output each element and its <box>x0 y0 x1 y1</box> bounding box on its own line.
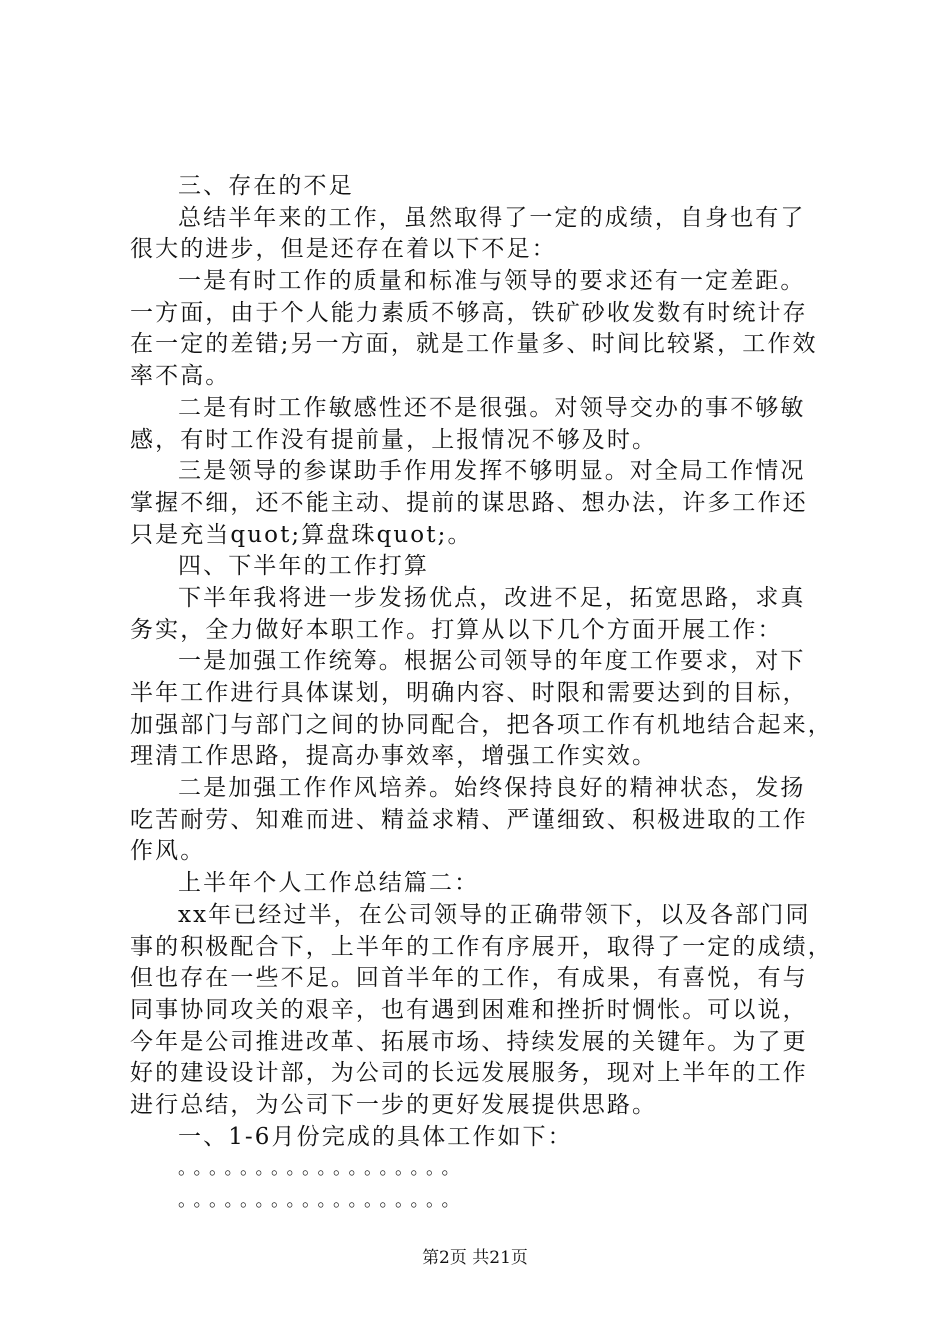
text-line: 加强部门与部门之间的协同配合，把各项工作有机地结合起来， <box>130 711 833 738</box>
text-line: 作风。 <box>130 838 206 865</box>
text-line: 率不高。 <box>130 363 231 390</box>
text-line: 一是有时工作的质量和标准与领导的要求还有一定差距。 <box>178 268 806 295</box>
text-line: 理清工作思路，提高办事效率，增强工作实效。 <box>130 743 658 770</box>
text-line: 今年是公司推进改革、拓展市场、持续发展的关键年。为了更 <box>130 1028 808 1055</box>
text-line: xx年已经过半，在公司领导的正确带领下，以及各部门同 <box>178 901 811 928</box>
text-line: 同事协同攻关的艰辛，也有遇到困难和挫折时惆怅。可以说， <box>130 996 808 1023</box>
ellipsis-line: 。。。。。。。。。。。。。。。。。。 <box>178 1158 466 1180</box>
text-line: 务实，全力做好本职工作。打算从以下几个方面开展工作： <box>130 616 783 643</box>
text-line: 上半年个人工作总结篇二： <box>178 870 480 897</box>
text-line: 二是加强工作作风培养。始终保持良好的精神状态，发扬 <box>178 775 806 802</box>
text-line: 一是加强工作统筹。根据公司领导的年度工作要求，对下 <box>178 648 806 675</box>
text-line: 吃苦耐劳、知难而进、精益求精、严谨细致、积极进取的工作 <box>130 806 808 833</box>
text-line: 很大的进步，但是还存在着以下不足： <box>130 236 557 263</box>
text-line: 总结半年来的工作，虽然取得了一定的成绩，自身也有了 <box>178 204 806 231</box>
text-line: 一方面，由于个人能力素质不够高，铁矿砂收发数有时统计存 <box>130 299 808 326</box>
text-line: 事的积极配合下，上半年的工作有序展开，取得了一定的成绩， <box>130 933 833 960</box>
text-line: 进行总结，为公司下一步的更好发展提供思路。 <box>130 1091 658 1118</box>
document-body <box>130 171 833 1217</box>
text-line: 二是有时工作敏感性还不是很强。对领导交办的事不够敏 <box>178 394 806 421</box>
text-line: 半年工作进行具体谋划，明确内容、时限和需要达到的目标， <box>130 680 808 706</box>
text-line: 但也存在一些不足。回首半年的工作，有成果，有喜悦，有与 <box>130 965 808 992</box>
text-line: 下半年我将进一步发扬优点，改进不足，拓宽思路，求真 <box>178 584 806 611</box>
text-line: 一、1-6月份完成的具体工作如下： <box>178 1123 573 1150</box>
page-footer <box>0 1243 950 1268</box>
page-number: 第2页 共21页 <box>422 1248 528 1268</box>
text-line: 感，有时工作没有提前量，上报情况不够及时。 <box>130 426 658 453</box>
text-line: 在一定的差错;另一方面，就是工作量多、时间比较紧，工作效 <box>130 331 818 358</box>
text-line: 四、下半年的工作打算 <box>178 553 429 580</box>
ellipsis-line: 。。。。。。。。。。。。。。。。。。 <box>178 1190 466 1211</box>
text-line: 三、存在的不足 <box>178 173 354 199</box>
text-line: 好的建设设计部，为公司的长远发展服务，现对上半年的工作 <box>130 1060 808 1087</box>
text-line: 掌握不细，还不能主动、提前的谋思路、想办法，许多工作还 <box>130 489 808 516</box>
text-line: 只是充当quot;算盘珠quot;。 <box>130 521 473 548</box>
text-line: 三是领导的参谋助手作用发挥不够明显。对全局工作情况 <box>178 458 806 485</box>
